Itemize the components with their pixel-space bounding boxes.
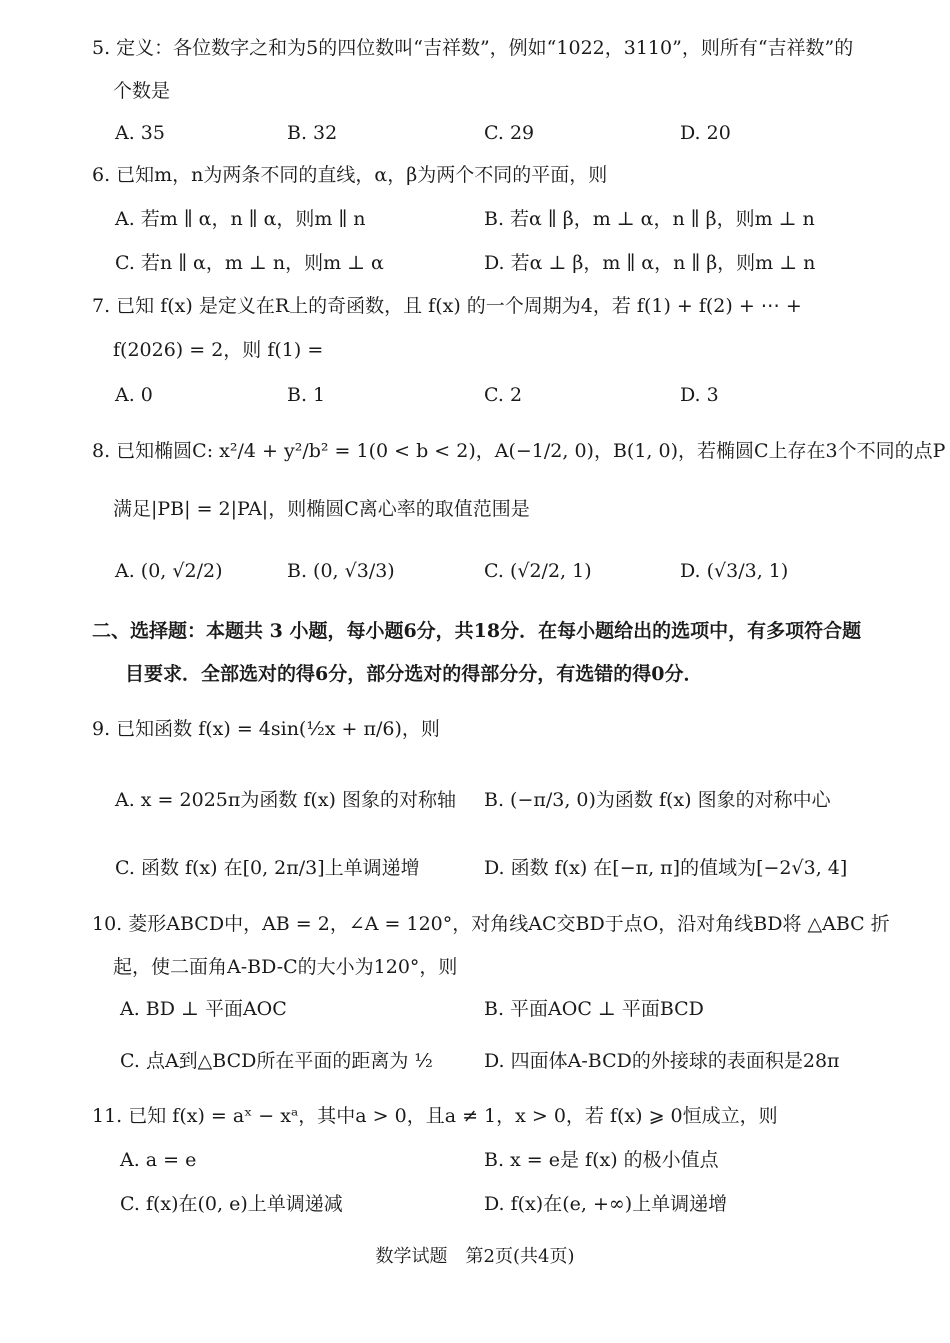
q6-option-a: A. 若m ∥ α，n ∥ α，则m ∥ n <box>115 208 366 230</box>
q9-option-b: B. (−π/3, 0)为函数 f(x) 图象的对称中心 <box>484 789 831 811</box>
q5-stem-line1: 5. 定义：各位数字之和为5的四位数叫“吉祥数”，例如“1022，3110”，则所有“吉祥数”的 <box>92 37 854 59</box>
q7-option-b: B. 1 <box>287 384 326 406</box>
q11-option-c: C. f(x)在(0, e)上单调递减 <box>120 1193 343 1215</box>
q6-option-b: B. 若α ∥ β，m ⊥ α，n ∥ β，则m ⊥ n <box>484 208 815 230</box>
q8-option-b: B. (0, √3/3) <box>287 560 395 582</box>
q8-stem-line1: 8. 已知椭圆C: x²/4 + y²/b² = 1(0 < b < 2)，A(−1/2, 0)，B(1, 0)，若椭圆C上存在3个不同的点P <box>92 440 946 462</box>
q11-option-b: B. x = e是 f(x) 的极小值点 <box>484 1149 719 1171</box>
q10-stem-line2: 起，使二面角A-BD-C的大小为120°，则 <box>113 956 458 978</box>
q9-option-a: A. x = 2025π为函数 f(x) 图象的对称轴 <box>115 789 457 811</box>
q6-option-d: D. 若α ⊥ β，m ∥ α，n ∥ β，则m ⊥ n <box>484 252 816 274</box>
q8-option-c: C. (√2/2, 1) <box>484 560 592 582</box>
q7-stem-line1: 7. 已知 f(x) 是定义在R上的奇函数，且 f(x) 的一个周期为4，若 f(1) + f(2) + ⋯ + <box>92 295 802 317</box>
q10-option-a: A. BD ⊥ 平面AOC <box>120 998 287 1020</box>
q11-stem: 11. 已知 f(x) = aˣ − xᵃ，其中a > 0，且a ≠ 1，x > 0，若 f(x) ⩾ 0恒成立，则 <box>92 1105 778 1127</box>
q6-option-c: C. 若n ∥ α，m ⊥ n，则m ⊥ α <box>115 252 384 274</box>
q9-stem: 9. 已知函数 f(x) = 4sin(½x + π/6)，则 <box>92 718 440 740</box>
q7-stem-line2: f(2026) = 2，则 f(1) = <box>113 339 324 361</box>
q10-stem-line1: 10. 菱形ABCD中，AB = 2，∠A = 120°，对角线AC交BD于点O，沿对角线BD将 △ABC 折 <box>92 913 890 935</box>
q5-stem-line2: 个数是 <box>113 80 171 102</box>
q8-option-d: D. (√3/3, 1) <box>680 560 789 582</box>
q11-option-d: D. f(x)在(e, +∞)上单调递增 <box>484 1193 728 1215</box>
page-footer: 数学试题 第2页(共4页) <box>375 1246 575 1267</box>
q10-option-b: B. 平面AOC ⊥ 平面BCD <box>484 998 704 1020</box>
q7-option-a: A. 0 <box>115 384 153 406</box>
section2-heading-line1: 二、选择题：本题共 3 小题，每小题6分，共18分．在每小题给出的选项中，有多项符合题 <box>92 620 862 642</box>
q9-option-c: C. 函数 f(x) 在[0, 2π/3]上单调递增 <box>115 857 420 879</box>
q7-option-d: D. 3 <box>680 384 719 406</box>
q6-stem: 6. 已知m，n为两条不同的直线，α，β为两个不同的平面，则 <box>92 164 608 186</box>
q5-option-d: D. 20 <box>680 122 731 144</box>
q9-option-d: D. 函数 f(x) 在[−π, π]的值域为[−2√3, 4] <box>484 857 848 879</box>
q5-option-b: B. 32 <box>287 122 338 144</box>
q5-option-a: A. 35 <box>115 122 165 144</box>
q7-option-c: C. 2 <box>484 384 523 406</box>
q10-option-c: C. 点A到△BCD所在平面的距离为 ½ <box>120 1050 433 1072</box>
q5-option-c: C. 29 <box>484 122 535 144</box>
q10-option-d: D. 四面体A-BCD的外接球的表面积是28π <box>484 1050 840 1072</box>
section2-heading-line2: 目要求．全部选对的得6分，部分选对的得部分分，有选错的得0分． <box>125 663 703 685</box>
q8-stem-line2: 满足|PB| = 2|PA|，则椭圆C离心率的取值范围是 <box>113 498 530 520</box>
q11-option-a: A. a = e <box>120 1149 197 1171</box>
q8-option-a: A. (0, √2/2) <box>115 560 223 582</box>
